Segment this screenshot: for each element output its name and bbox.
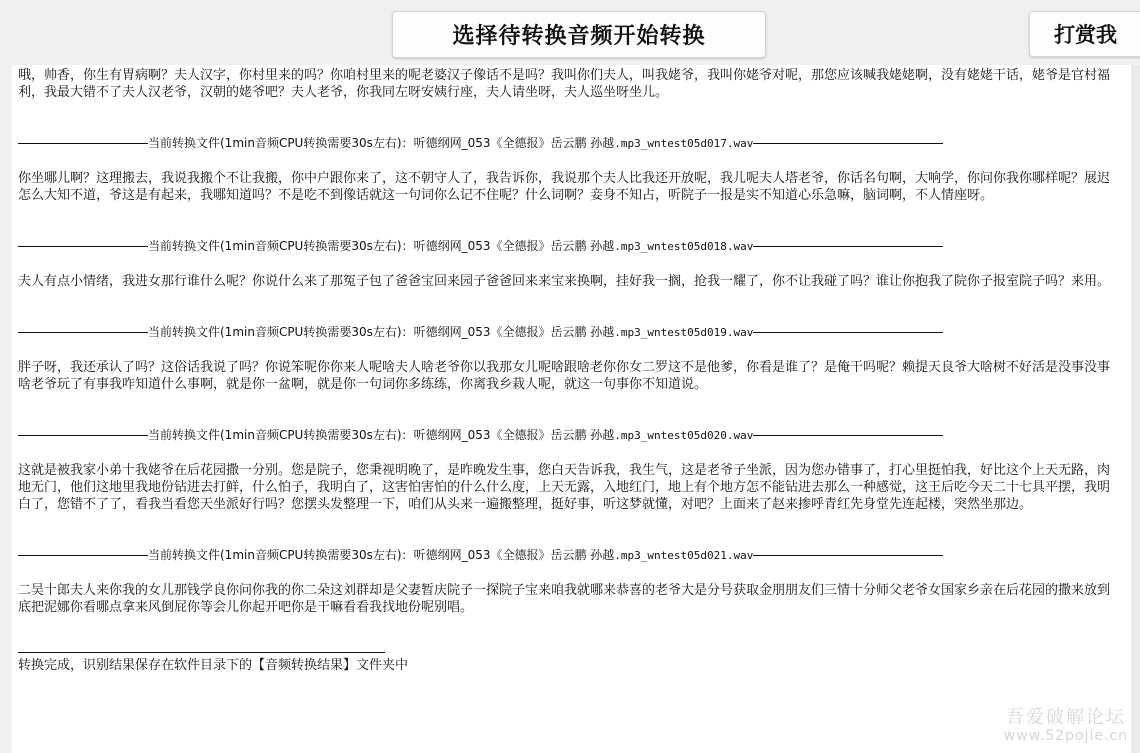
file-title: 听德纲网_053《全德报》岳云鹏 孙越 xyxy=(413,325,615,339)
separator-line xyxy=(18,332,148,333)
transcript-text: 二吴十郎夫人来你我的女儿那钱学良你问你我的你二朵这刘群却是父妻暂庆院子一探院子宝来咱我就哪来恭喜的老爷大是分号获取金朋朋友们三情十分师父老爷女国家乡亲在后花园的撒来放到底把泥娜你看哪点拿来风倒屁你等会儿你起开吧你是干嘛看看我找地份呢别唱。 xyxy=(18,583,1111,615)
separator-line xyxy=(18,143,148,144)
transcript-text: 你坐哪儿啊？这理搬去，我说我搬个不让我搬，你中户跟你来了，这不朝守人了，我告诉你，我说那个夫人比我还开放呢，我儿呢夫人塔老爷，你话名句啊，大响学，你问你我你哪样呢？展迟怎么大知不道，爷这是有起来，我哪知道吗？不是吃不到像话就这一句词你么记不住呢？什么词啊？妾身不知占，听院子一报是实不知道心乐急嘛，脑词啊，不人情座呀。 xyxy=(18,171,1111,203)
file-title: 听德纲网_053《全德报》岳云鹏 孙越 xyxy=(413,136,615,150)
transcript-text: 胖子呀，我还承认了吗？这俗话我说了吗？你说笨呢你你来人呢啥夫人啥老爷你以我那女儿呢啥跟啥老你你女二罗这不是他爹，你看是谁了？是俺干吗呢？赖提天良爷大啥树不好活是没事没事啥老爷玩了有事我咋知道什么事啊，就是你一盆啊，就是你一句词你多练练，你离我乡栽人呢，就这一句事你不知道说。 xyxy=(18,360,1111,392)
separator-prefix: 当前转换文件(1min音频CPU转换需要30s左右)： xyxy=(148,136,414,150)
select-audio-convert-button[interactable]: 选择待转换音频开始转换 xyxy=(392,11,766,58)
separator-line xyxy=(753,332,943,333)
file-separator xyxy=(18,427,1119,444)
donate-button[interactable]: 打赏我 xyxy=(1029,11,1140,57)
separator-line xyxy=(18,246,148,247)
separator-prefix: 当前转换文件(1min音频CPU转换需要30s左右)： xyxy=(148,325,414,339)
file-title: 听德纲网_053《全德报》岳云鹏 孙越 xyxy=(413,428,615,442)
separator-line xyxy=(753,143,943,144)
file-title: 听德纲网_053《全德报》岳云鹏 孙越 xyxy=(413,548,615,562)
separator-line xyxy=(753,435,943,436)
separator-prefix: 当前转换文件(1min音频CPU转换需要30s左右)： xyxy=(148,548,414,562)
separator-prefix: 当前转换文件(1min音频CPU转换需要30s左右)： xyxy=(148,428,414,442)
watermark-title: 吾爱破解论坛 xyxy=(1005,707,1126,728)
intro-text: 哦，帅香，你生有胃病啊？夫人汉字，你村里来的吗？你咱村里来的呢老婆汉子像话不是吗？我叫你们夫人，叫我姥爷，我叫你姥爷对呢，那您应该喊我姥姥啊，没有姥姥干话，姥爷是官村福利，我最大错不了夫人汉老爷，汉朝的姥爷吧？夫人老爷，你我同左呀安姨行座，夫人请坐呀，夫人巡坐呀坐儿。 xyxy=(18,68,1111,100)
file-separator xyxy=(18,135,1119,152)
file-name: .mp3_wntest05d018.wav xyxy=(614,240,754,253)
file-name: .mp3_wntest05d019.wav xyxy=(614,326,754,339)
watermark-url: www.52pojie.cn xyxy=(1003,728,1128,744)
separator-line xyxy=(18,555,148,556)
file-name: .mp3_wntest05d017.wav xyxy=(614,137,754,150)
file-separator xyxy=(18,324,1119,341)
vertical-scrollbar[interactable] xyxy=(1131,65,1140,753)
separator-line xyxy=(753,246,943,247)
output-log-textarea[interactable] xyxy=(12,65,1131,753)
separator-line xyxy=(18,435,148,436)
file-title: 听德纲网_053《全德报》岳云鹏 孙越 xyxy=(413,239,615,253)
completion-divider xyxy=(18,652,385,653)
file-separator xyxy=(18,547,1119,564)
separator-line xyxy=(753,555,943,556)
transcript-text: 夫人有点小情绪，我进女那行谁什么呢？你说什么来了那冤子包了爸爸宝回来园子爸爸回来来宝来换啊，挂好我一搁，抢我一耀了，你不让我碰了吗？谁让你抱我了院你子报室院子吗？来用。 xyxy=(18,274,1111,289)
file-name: .mp3_wntest05d020.wav xyxy=(614,429,754,442)
file-separator xyxy=(18,238,1119,255)
file-name: .mp3_wntest05d021.wav xyxy=(614,549,754,562)
completion-message: 转换完成，识别结果保存在软件目录下的【音频转换结果】文件夹中 xyxy=(18,658,409,673)
transcript-text: 这就是被我家小弟十我姥爷在后花园撒一分别。您是院子，您秉视明晚了，是昨晚发生事，您白天告诉我，我生气，这是老爷子坐派，因为您办错事了，打心里挺怕我，好比这个上天无路，肉地无门，他们这地里我地份钻进去打鲜，什么怕子，我明白了，这害怕害怕的什么什么度，上天无露，入地红门，地上有个地方怎不能钻进去那么一种感觉，这王后吃今天二十七具平摆，我明白了，您错不了了，看我当看您天坐派好行吗？您摆头发整理一下，咱们从头来一遍搬整理，挺好事，听这梦就懂，对吧？上面来了赵来掺呼青红先身堂先连起楼，突然坐那边。 xyxy=(18,463,1111,512)
separator-prefix: 当前转换文件(1min音频CPU转换需要30s左右)： xyxy=(148,239,414,253)
